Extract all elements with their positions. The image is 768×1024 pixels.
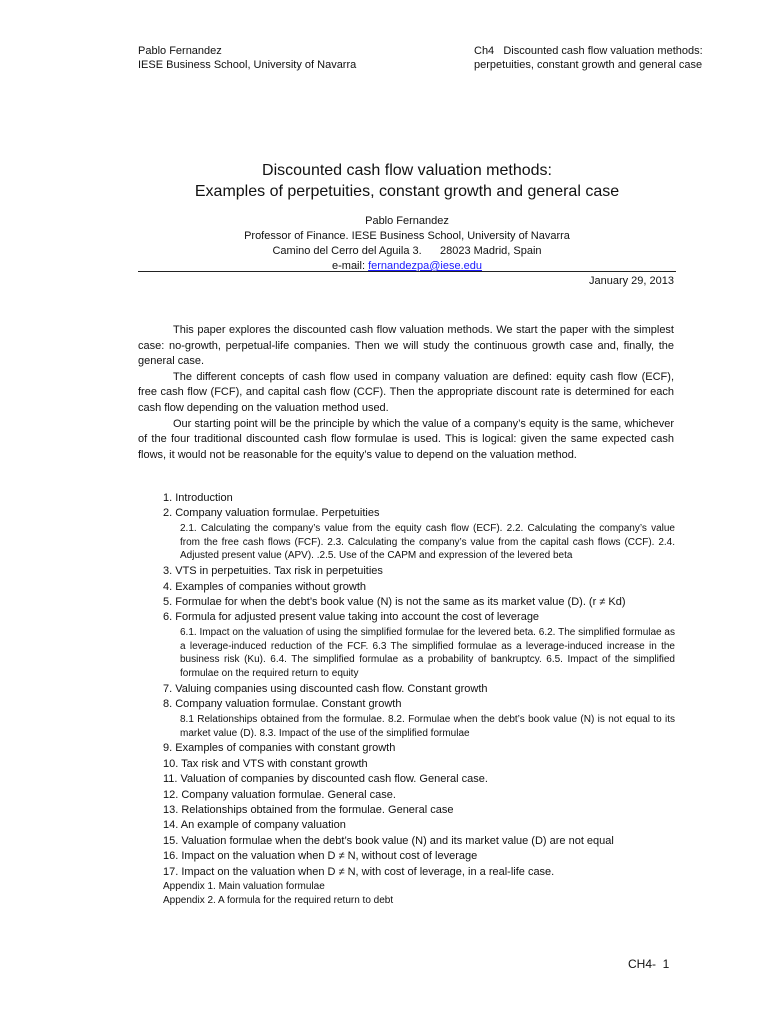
header-author-name: Pablo Fernandez — [138, 45, 222, 57]
toc-subitems: 6.1. Impact on the valuation of using the simplified formulae for the levered beta. 6.2. The simplified formulae as a leverage-induced reduction of the FCF. 6.3 The simplified formulae as a leverage-induced increase in the business risk (Ku). 6.4. The simplified formulae as a probability of bankruptcy. 6.5. Impact of the simplified formulae on the required return to equity — [180, 626, 675, 680]
toc-appendix: Appendix 2. A formula for the required return to debt — [163, 895, 394, 907]
toc-item: 1. Introduction — [163, 492, 233, 504]
header-institution: IESE Business School, University of Navarra — [138, 59, 357, 71]
toc-item: 2. Company valuation formulae. Perpetuities — [163, 507, 380, 520]
author-block — [138, 214, 676, 274]
header-chapter-line1: Ch4 Discounted cash flow valuation methods: — [474, 45, 703, 57]
toc-item: 3. VTS in perpetuities. Tax risk in perpetuities — [163, 565, 383, 578]
toc-item: 13. Relationships obtained from the formulae. General case — [163, 804, 454, 817]
publication-date: January 29, 2013 — [588, 275, 674, 287]
abstract — [138, 323, 674, 463]
toc-item: 7. Valuing companies using discounted cash flow. Constant growth — [163, 683, 488, 696]
toc-item: 6. Formula for adjusted present value taking into account the cost of leverage — [163, 611, 540, 624]
toc-item: 14. An example of company valuation — [163, 819, 346, 832]
toc-item: 15. Valuation formulae when the debt’s book value (N) and its market value (D) are not equal — [163, 834, 614, 847]
abstract-paragraph: The different concepts of cash flow used in company valuation are defined: equity cash flow (ECF), free cash flow (FCF), and capital cash flow (CCF). Then the appropriate discount rate is determined for each cash flow depending on the valuation method used. — [138, 370, 674, 414]
toc-item: 11. Valuation of companies by discounted cash flow. General case. — [163, 773, 488, 786]
running-header-author — [138, 44, 356, 72]
toc-item: 8. Company valuation formulae. Constant growth — [163, 698, 402, 711]
table-of-contents — [163, 491, 675, 908]
toc-item: 12. Company valuation formulae. General case. — [163, 788, 396, 801]
toc-item: 5. Formulae for when the debt’s book value (N) is not the same as its market value (D). (r ≠ Kd) — [163, 596, 626, 609]
toc-item: 4. Examples of companies without growth — [163, 580, 366, 593]
toc-item: 16. Impact on the valuation when D ≠ N, without cost of leverage — [163, 850, 478, 863]
toc-item: 17. Impact on the valuation when D ≠ N, with cost of leverage, in a real-life case. — [163, 865, 555, 878]
abstract-paragraph: Our starting point will be the principle by which the value of a company’s equity is the same, whichever of the four traditional discounted cash flow formulae is used. This is logical: given the same expected cash flows, it would not be reasonable for the equity’s value to depend on the valuation method. — [138, 417, 674, 461]
toc-item: 9. Examples of companies with constant growth — [163, 742, 396, 755]
paper-title — [138, 160, 676, 202]
page-number: CH4- 1 — [628, 957, 670, 971]
title-divider — [138, 271, 676, 272]
title-line-2: Examples of perpetuities, constant growth and general case — [194, 183, 620, 200]
toc-subitems: 8.1 Relationships obtained from the formulae. 8.2. Formulae when the debt’s book value (N) is not equal to its market value (D). 8.3. Impact of the use of the simplified formulae — [180, 713, 675, 739]
author-name: Pablo Fernandez — [365, 215, 449, 227]
toc-subitems: 2.1. Calculating the company’s value from the equity cash flow (ECF). 2.2. Calculating the company’s value from the free cash flows (FCF). 2.3. Calculating the company’s value from the capital cash flows (CCF). 2.4. Adjusted present value (APV). .2.5. Use of the CAPM and expression of the levered beta — [180, 522, 675, 562]
running-header-chapter — [474, 44, 703, 72]
toc-appendix: Appendix 1. Main valuation formulae — [163, 881, 325, 893]
author-address: Camino del Cerro del Aguila 3. 28023 Madrid, Spain — [272, 245, 542, 257]
author-affiliation: Professor of Finance. IESE Business School, University of Navarra — [244, 230, 570, 242]
title-line-1: Discounted cash flow valuation methods: — [262, 162, 552, 179]
header-chapter-line2: perpetuities, constant growth and general case — [474, 59, 703, 71]
email-link[interactable]: fernandezpa@iese.edu — [368, 260, 482, 272]
email-label: e-mail: — [332, 260, 369, 272]
abstract-paragraph: This paper explores the discounted cash flow valuation methods. We start the paper with the simplest case: no-growth, perpetual-life companies. Then we will study the continuous growth case and, finally, the general case. — [138, 324, 674, 368]
toc-item: 10. Tax risk and VTS with constant growth — [163, 757, 368, 770]
